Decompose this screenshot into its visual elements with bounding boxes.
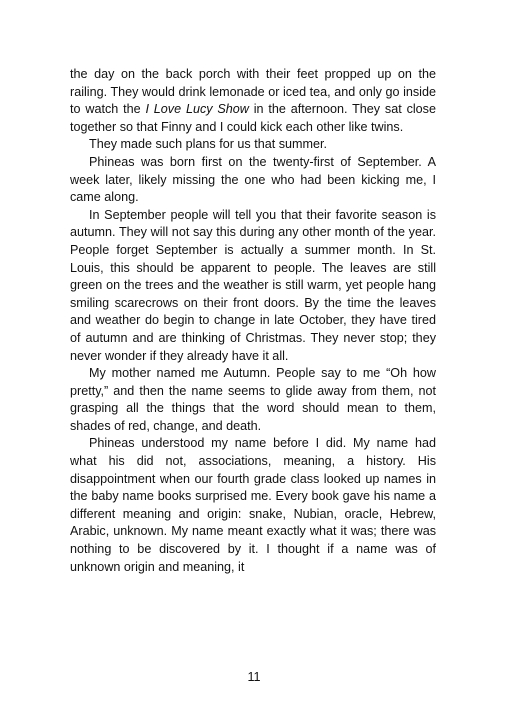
body-text bbox=[70, 66, 436, 576]
paragraph-3: Phineas was born first on the twenty-first of September. A week later, likely missing the one who had been kicking me, I came along. bbox=[70, 154, 436, 205]
paragraph-2: They made such plans for us that summer. bbox=[89, 137, 327, 152]
paragraph-1 bbox=[70, 66, 436, 136]
paragraph-4: In September people will tell you that their favorite season is autumn. They will not say this during any other month of the year. People forget September is actually a summer month. In St. Louis, this should be apparent to people. The leaves are still green on the trees and the weather is still warm, yet people hang smiling scarecrows on their front doors. By the time the leaves and weather do begin to change in late October, they have tired of autumn and are thinking of Christmas. They never stop; they never wonder if they already have it all. bbox=[70, 207, 436, 363]
paragraph-6: Phineas understood my name before I did. My name had what his did not, associations, meaning, a history. His disappointment when our fourth grade class looked up names in the baby name books surprised me. Every book gave his name a different meaning and origin: snake, Nubian, oracle, Hebrew, Arabic, unknown. My name meant exactly what it was; there was nothing to be discovered by it. I thought if a name was of unknown origin and meaning, it bbox=[70, 436, 436, 574]
page-number: 11 bbox=[247, 670, 261, 684]
paragraph-1-text-start: the day on the back porch with their feet propped up on the railing. They would drink lemonade or iced tea, and only go inside to watch the bbox=[70, 67, 436, 117]
paragraph-1-text-end: in the afternoon. They sat close together so that Finny and I could kick each other like twins. bbox=[70, 102, 436, 134]
paragraph-5: My mother named me Autumn. People say to me “Oh how pretty,” and then the name seems to glide away from them, not grasping all the things that the word should mean to them, shades of red, change, and death. bbox=[70, 366, 436, 433]
show-title: I Love Lucy Show bbox=[145, 102, 249, 117]
